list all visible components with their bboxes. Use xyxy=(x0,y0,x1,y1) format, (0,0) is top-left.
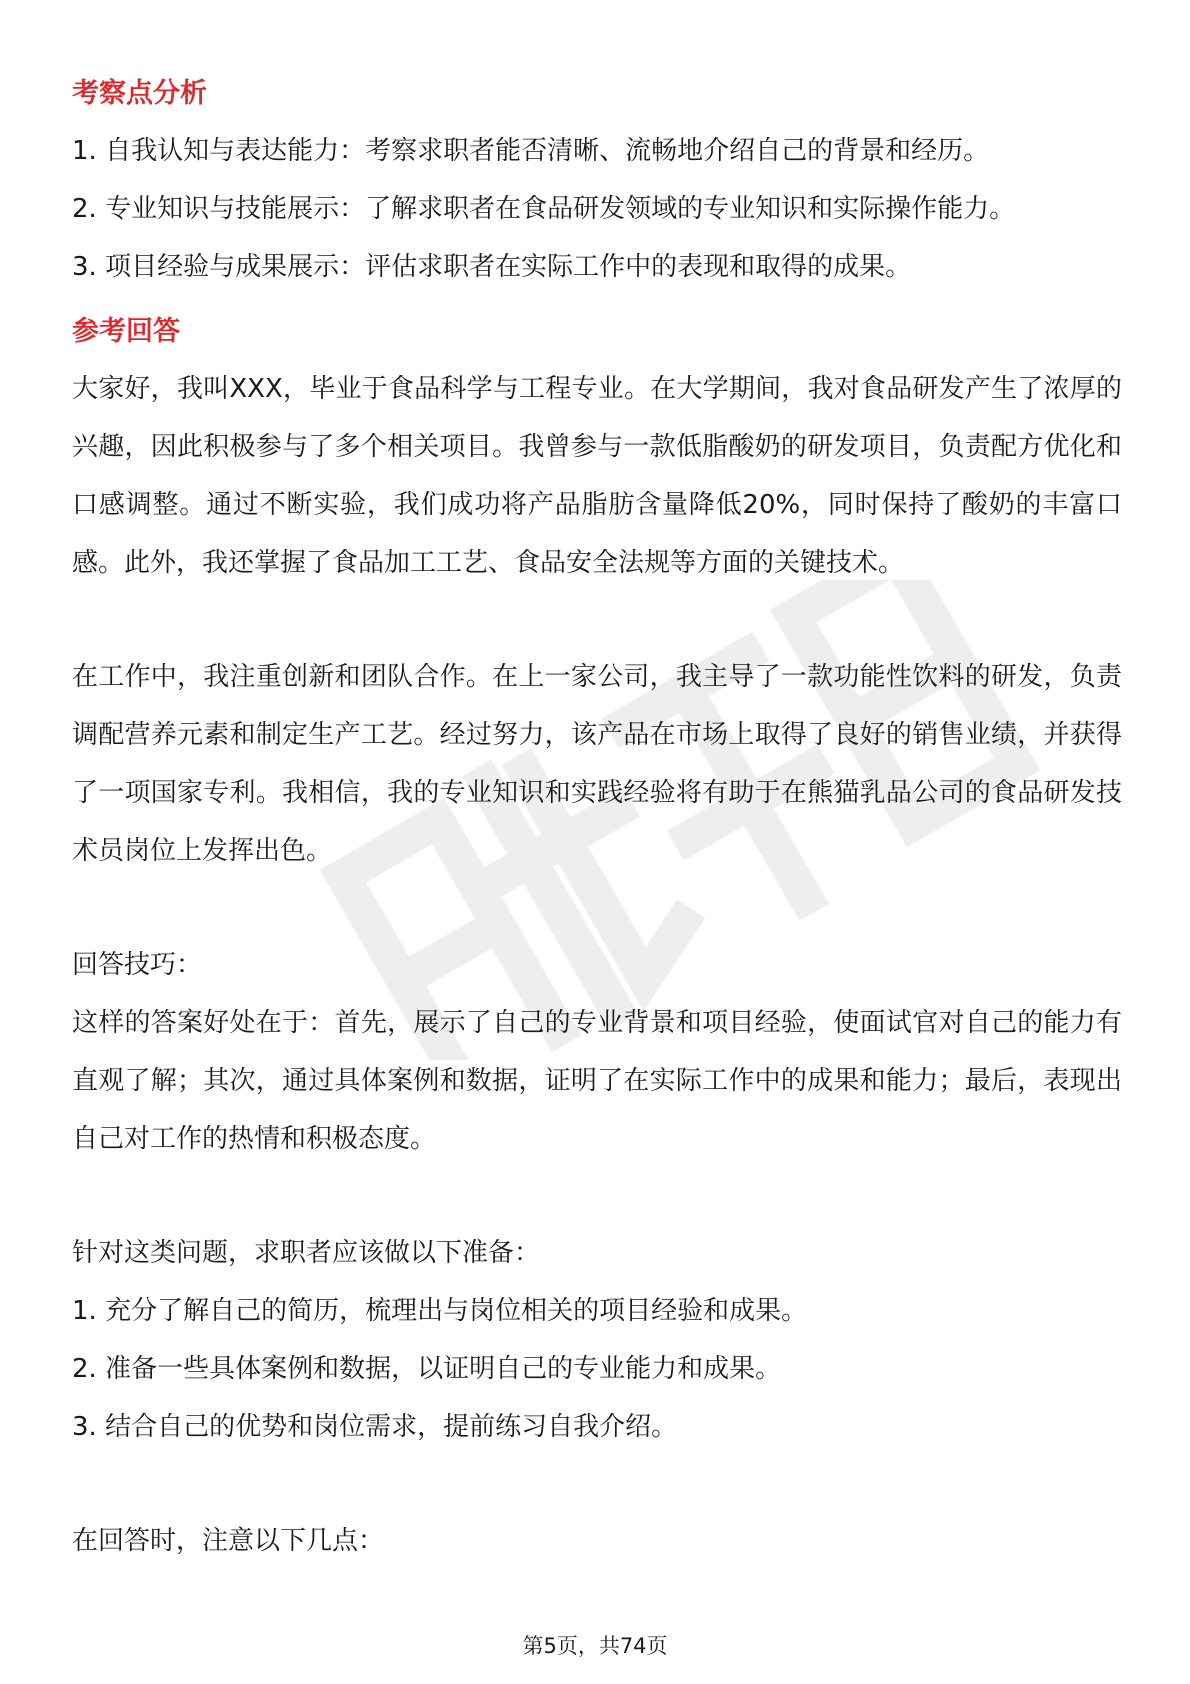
prep-heading: 针对这类问题，求职者应该做以下准备： xyxy=(72,1238,541,1268)
prep-item-3: 3. 结合自己的优势和岗位需求，提前练习自我介绍。 xyxy=(72,1412,678,1442)
analysis-item-2: 2. 专业知识与技能展示：了解求职者在食品研发领域的专业知识和实际操作能力。 xyxy=(72,194,1016,224)
analysis-item-1: 1. 自我认知与表达能力：考察求职者能否清晰、流畅地介绍自己的背景和经历。 xyxy=(72,136,990,166)
answer-paragraph-1: 大家好，我叫XXX，毕业于食品科学与工程专业。在大学期间，我对食品研发产生了浓厚的兴趣，因此积极参与了多个相关项目。我曾参与一款低脂酸奶的研发项目，负责配方优化和口感调整。通过不断实验，我们成功将产品脂肪含量降低20%，同时保持了酸奶的丰富口感。此外，我还掌握了食品加工工艺、食品安全法规等方面的关键技术。 xyxy=(72,374,1122,578)
notes-heading: 在回答时，注意以下几点： xyxy=(72,1526,385,1556)
answer-section-title: 参考回答 xyxy=(72,316,180,347)
answer-paragraph-2: 在工作中，我注重创新和团队合作。在上一家公司，我主导了一款功能性饮料的研发，负责调配营养元素和制定生产工艺。经过努力，该产品在市场上取得了良好的销售业绩，并获得了一项国家专利。我相信，我的专业知识和实践经验将有助于在熊猫乳品公司的食品研发技术员岗位上发挥出色。 xyxy=(72,662,1122,866)
analysis-item-3: 3. 项目经验与成果展示：评估求职者在实际工作中的表现和取得的成果。 xyxy=(72,252,912,282)
tips-heading: 回答技巧： xyxy=(72,950,203,980)
page-number-footer: 第5页，共74页 xyxy=(522,1634,668,1658)
prep-item-1: 1. 充分了解自己的简历，梳理出与岗位相关的项目经验和成果。 xyxy=(72,1296,808,1326)
tips-paragraph: 这样的答案好处在于：首先，展示了自己的专业背景和项目经验，使面试官对自己的能力有直观了解；其次，通过具体案例和数据，证明了在实际工作中的成果和能力；最后，表现出自己对工作的热情和积极态度。 xyxy=(72,1008,1122,1154)
prep-item-2: 2. 准备一些具体案例和数据，以证明自己的专业能力和成果。 xyxy=(72,1354,782,1384)
analysis-section-title: 考察点分析 xyxy=(72,78,207,109)
page-content xyxy=(72,72,1122,1570)
